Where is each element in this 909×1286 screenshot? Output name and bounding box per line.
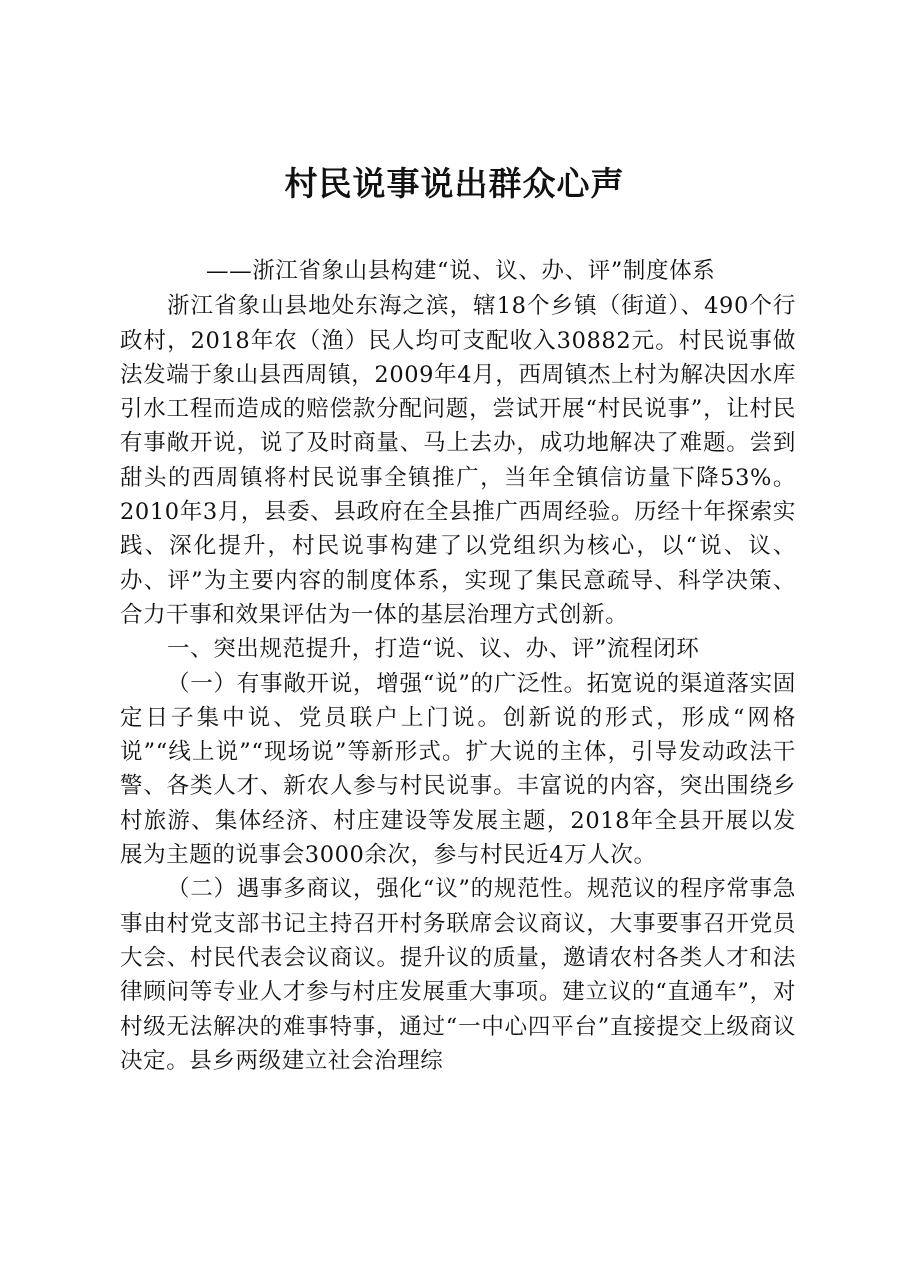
section-heading-1: 一、突出规范提升，打造“说、议、办、评”流程闭环 [167,636,700,663]
document-subtitle: ——浙江省象山县构建“说、议、办、评”制度体系 [206,258,716,284]
document-body [120,254,796,1078]
paragraph-discuss: （二）遇事多商议，强化“议”的规范性。规范议的程序常事急事由村党支部书记主持召开村务联席会议商议，大事要事召开党员大会、村民代表会议商议。提升议的质量，邀请农村各类人才和法律顾问等专业人才参与村庄发展重大事项。建立议的“直通车”，对村级无法解决的难事特事，通过“一中心四平台”直接提交上级商议决定。县乡两级建立社会治理综 [120,876,796,1074]
paragraph-intro: 浙江省象山县地处东海之滨，辖18个乡镇（街道）、490个行政村，2018年农（渔）民人均可支配收入30882元。村民说事做法发端于象山县西周镇，2009年4月，西周镇杰上村为解决因水库引水工程而造成的赔偿款分配问题，尝试开展“村民说事”，让村民有事敞开说，说了及时商量、马上去办，成功地解决了难题。尝到甜头的西周镇将村民说事全镇推广，当年全镇信访量下降53%。2010年3月，县委、县政府在全县推广西周经验。历经十年探索实践、深化提升，村民说事构建了以党组织为核心，以“说、议、办、评”为主要内容的制度体系，实现了集民意疏导、科学决策、合力干事和效果评估为一体的基层治理方式创新。 [120,293,796,628]
paragraph-speak: （一）有事敞开说，增强“说”的广泛性。拓宽说的渠道落实固定日子集中说、党员联户上门说。创新说的形式，形成“网格说”“线上说”“现场说”等新形式。扩大说的主体，引导发动政法干警、各类人才、新农人参与村民说事。丰富说的内容，突出围绕乡村旅游、集体经济、村庄建设等发展主题，2018年全县开展以发展为主题的说事会3000余次，参与村民近4万人次。 [120,670,796,869]
document-title: 村民说事说出群众心声 [284,164,625,203]
